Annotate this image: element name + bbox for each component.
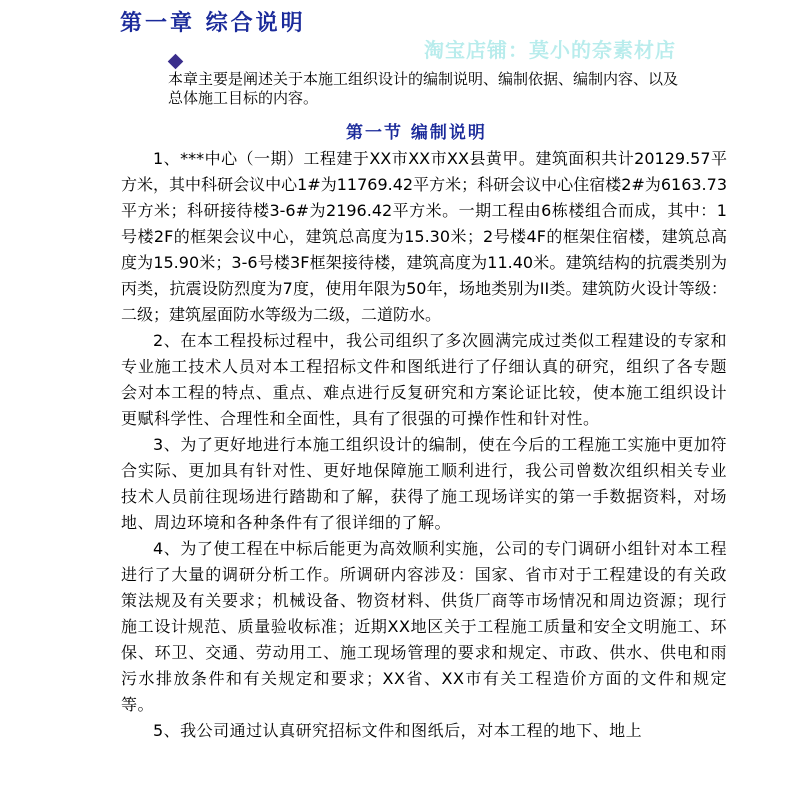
section-title: 第一节 编制说明 (346, 123, 487, 143)
chapter-title: 第一章 综合说明 (120, 10, 306, 36)
diamond-bullet-icon (168, 54, 184, 70)
intro-line-1: 本章主要是阐述关于本施工组织设计的编制说明、编制依据、编制内容、以及 (168, 70, 679, 88)
body-text (121, 146, 727, 744)
chapter-intro (168, 70, 728, 108)
paragraph-5: 5、我公司通过认真研究招标文件和图纸后，对本工程的地下、地上 (153, 721, 643, 740)
paragraph-1: 1、***中心（一期）工程建于XX市XX市XX县黄甲。建筑面积共计20129.57平方米，其中科研会议中心1#为11769.42平方米；科研会议中心住宿楼2#为6163.73平方米；科研接待楼3-6#为2196.42平方米。一期工程由6栋楼组合而成，其中：1号楼2F的框架会议中心，建筑总高度为15.30米；2号楼4F的框架住宿楼，建筑总高度为15.90米；3-6号楼3F框架接待楼，建筑高度为11.40米。建筑结构的抗震类别为丙类，抗震设防烈度为7度，使用年限为50年，场地类别为II类。建筑防火设计等级：二级；建筑屋面防水等级为二级，二道防水。 (121, 149, 727, 324)
paragraph-4: 4、为了使工程在中标后能更为高效顺利实施，公司的专门调研小组针对本工程进行了大量的调研分析工作。所调研内容涉及：国家、省市对于工程建设的有关政策法规及有关要求；机械设备、物资材料、供货厂商等市场情况和周边资源；现行施工设计规范、质量验收标准；近期XX地区关于工程施工质量和安全文明施工、环保、环卫、交通、劳动用工、施工现场管理的要求和规定、市政、供水、供电和雨污水排放条件和有关规定和要求；XX省、XX市有关工程造价方面的文件和规定等。 (121, 539, 727, 714)
intro-line-2: 总体施工目标的内容。 (168, 89, 319, 107)
paragraph-3: 3、为了更好地进行本施工组织设计的编制，使在今后的工程施工实施中更加符合实际、更加具有针对性、更好地保障施工顺利进行，我公司曾数次组织相关专业技术人员前往现场进行踏勘和了解，获得了施工现场详实的第一手数据资料，对场地、周边环境和各种条件有了很详细的了解。 (121, 435, 727, 532)
watermark-text: 淘宝店铺：莫小的奈素材店 (424, 38, 676, 62)
paragraph-2: 2、在本工程投标过程中，我公司组织了多次圆满完成过类似工程建设的专家和专业施工技术人员对本工程招标文件和图纸进行了仔细认真的研究，组织了各专题会对本工程的特点、重点、难点进行反复研究和方案论证比较，使本施工组织设计更赋科学性、合理性和全面性，具有了很强的可操作性和针对性。 (121, 331, 727, 428)
